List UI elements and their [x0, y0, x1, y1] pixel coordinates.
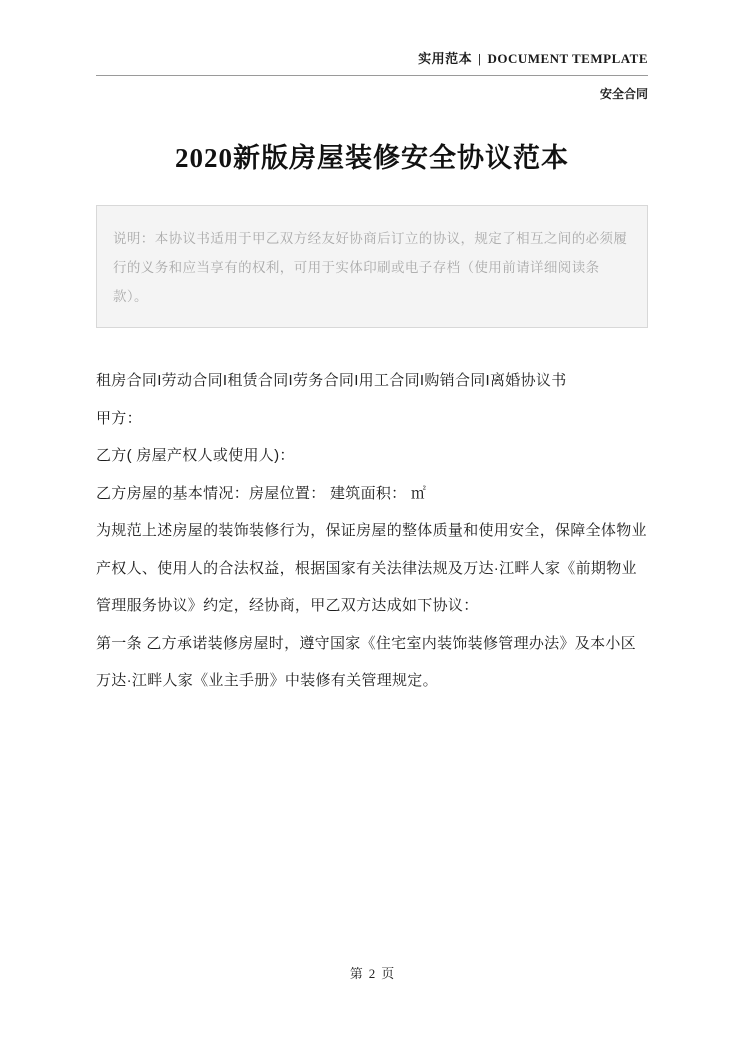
header-divider: [96, 75, 648, 76]
page-title: 2020新版房屋装修安全协议范本: [175, 143, 569, 173]
note-box: 说明：本协议书适用于甲乙双方经友好协商后订立的协议，规定了相互之间的必须履行的义务和应当享有的权利，可用于实体印刷或电子存档（使用前请详细阅读条款）。: [96, 205, 648, 328]
header-brand-en: DOCUMENT TEMPLATE: [487, 51, 648, 66]
page-footer: [0, 963, 744, 982]
party-b-field: 乙方( 房屋产权人或使用人)：: [96, 447, 295, 465]
clause-one: 第一条 乙方承诺装修房屋时，遵守国家《住宅室内装饰装修管理办法》及本小区万达·江畔人家《业主手册》中装修有关管理规定。: [96, 634, 636, 690]
header-category: 安全合同: [599, 87, 648, 101]
document-body: [96, 362, 648, 700]
header-separator: |: [478, 51, 482, 66]
footer-prefix: 第: [349, 966, 363, 981]
header-brand-cn: 实用范本: [418, 51, 473, 66]
body-paragraph: 为规范上述房屋的装饰装修行为，保证房屋的整体质量和使用安全，保障全体物业产权人、使用人的合法权益，根据国家有关法律法规及万达·江畔人家《前期物业管理服务协议》约定，经协商，甲乙双方达成如下协议：: [96, 522, 647, 615]
party-a-field: 甲方：: [96, 409, 142, 427]
footer-suffix: 页: [381, 966, 395, 981]
body-paragraph: 租房合同I劳动合同I租赁合同I劳务合同I用工合同I购销合同I离婚协议书: [96, 372, 567, 390]
property-info-field: 乙方房屋的基本情况：房屋位置： 建筑面积： ㎡: [96, 484, 427, 502]
page-header: [96, 0, 648, 102]
header-brand: [96, 48, 648, 67]
footer-page-number: 2: [368, 966, 376, 981]
